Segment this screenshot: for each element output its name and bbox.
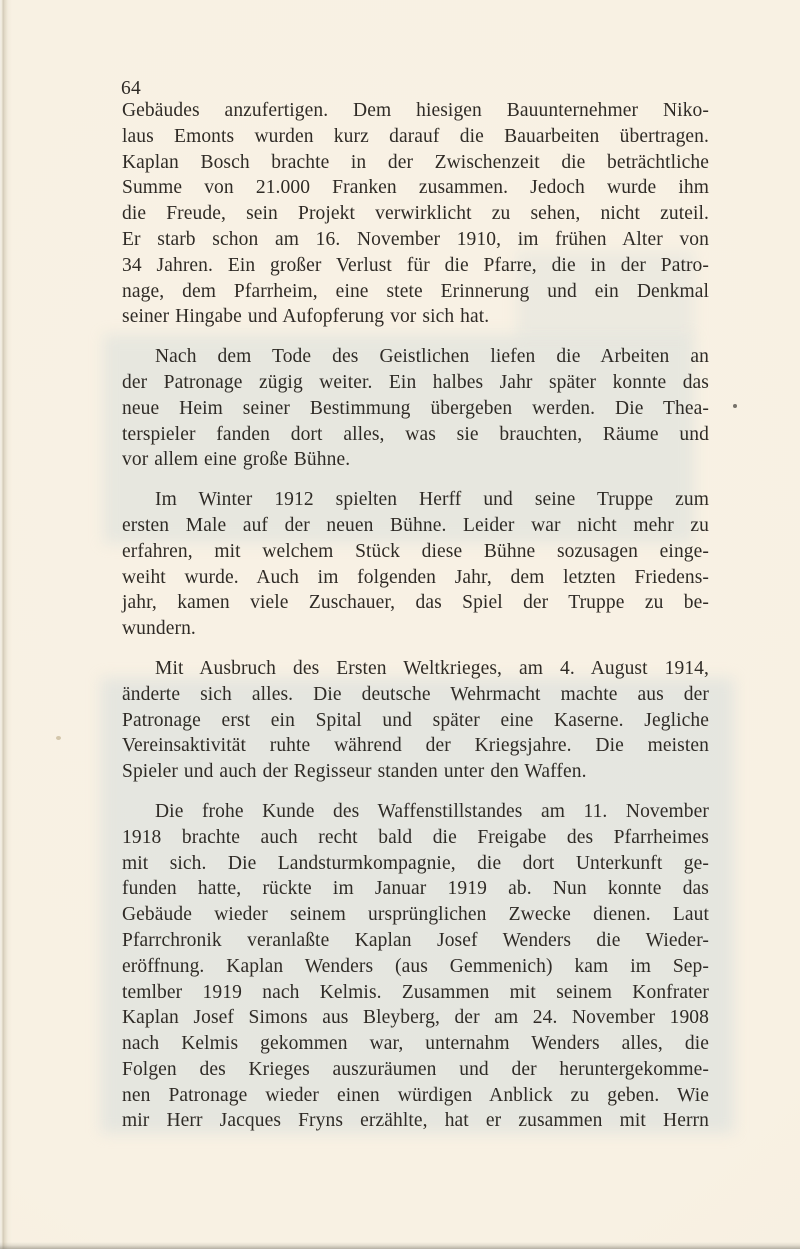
paragraph <box>122 344 709 473</box>
page-number: 64 <box>121 78 141 99</box>
text-line: Folgen des Krieges auszuräumen und der heruntergekomme- <box>122 1058 709 1080</box>
paragraph <box>122 98 709 330</box>
text-line: 34 Jahren. Ein großer Verlust für die Pfarre, die in der Patro- <box>122 254 709 276</box>
text-line: funden hatte, rückte im Januar 1919 ab. Nun konnte das <box>122 878 709 900</box>
text-line: nach Kelmis gekommen war, unternahm Wenders alles, die <box>122 1033 709 1055</box>
paper-speck <box>56 736 61 740</box>
text-line: der Patronage zügig weiter. Ein halbes Jahr später konnte das <box>122 371 709 393</box>
text-line: eröffnung. Kaplan Wenders (aus Gemmenich) kam im Sep- <box>122 955 709 977</box>
text-line: jahr, kamen viele Zuschauer, das Spiel der Truppe zu be- <box>122 592 709 614</box>
text-line: Vereinsaktivität ruhte während der Kriegsjahre. Die meisten <box>122 735 709 757</box>
text-line: nen Patronage wieder einen würdigen Anblick zu geben. Wie <box>122 1084 709 1106</box>
text-line: Pfarrchronik veranlaßte Kaplan Josef Wenders die Wieder- <box>122 929 709 951</box>
text-line: wundern. <box>122 618 196 640</box>
text-line: mit sich. Die Landsturmkompagnie, die dort Unterkunft ge- <box>122 852 709 874</box>
paragraph <box>122 799 709 1134</box>
text-line: Er starb schon am 16. November 1910, im frühen Alter von <box>122 228 709 250</box>
text-line: Nach dem Tode des Geistlichen liefen die Arbeiten an <box>155 346 709 368</box>
page-left-edge-shadow <box>0 0 12 1249</box>
paragraph <box>122 656 709 785</box>
text-line: änderte sich alles. Die deutsche Wehrmacht machte aus der <box>122 683 709 705</box>
text-line: die Freude, sein Projekt verwirklicht zu sehen, nicht zuteil. <box>122 203 709 225</box>
page-text-block <box>122 98 709 1134</box>
text-line: Im Winter 1912 spielten Herff und seine Truppe zum <box>155 489 709 511</box>
text-line: weiht wurde. Auch im folgenden Jahr, dem letzten Friedens- <box>122 566 709 588</box>
text-line: seiner Hingabe und Aufopferung vor sich hat. <box>122 306 490 328</box>
text-line: Kaplan Josef Simons aus Bleyberg, der am 24. November 1908 <box>122 1007 709 1029</box>
text-line: 1918 brachte auch recht bald die Freigabe des Pfarrheimes <box>122 826 709 848</box>
text-line: Spieler und auch der Regisseur standen unter den Waffen. <box>122 761 587 783</box>
text-line: temlber 1919 nach Kelmis. Zusammen mit seinem Konfrater <box>122 981 709 1003</box>
text-line: Gebäudes anzufertigen. Dem hiesigen Bauunternehmer Niko- <box>122 100 709 121</box>
text-line: vor allem eine große Bühne. <box>122 449 351 471</box>
text-line: erfahren, mit welchem Stück diese Bühne sozusagen einge- <box>122 540 709 562</box>
page-bottom-edge-shadow <box>0 1242 800 1249</box>
text-line: mir Herr Jacques Fryns erzählte, hat er zusammen mit Herrn <box>122 1110 709 1132</box>
text-line: Gebäude wieder seinem ursprünglichen Zwecke dienen. Laut <box>122 904 709 926</box>
ink-speck <box>733 404 737 408</box>
text-line: terspieler fanden dort alles, was sie brauchten, Räume und <box>122 423 709 445</box>
text-line: Mit Ausbruch des Ersten Weltkrieges, am 4. August 1914, <box>155 657 709 679</box>
text-line: Kaplan Bosch brachte in der Zwischenzeit die beträchtliche <box>122 151 709 173</box>
text-line: Summe von 21.000 Franken zusammen. Jedoch wurde ihm <box>122 177 709 199</box>
text-line: ersten Male auf der neuen Bühne. Leider war nicht mehr zu <box>122 514 709 536</box>
text-line: neue Heim seiner Bestimmung übergeben werden. Die Thea- <box>122 397 709 419</box>
text-line: Die frohe Kunde des Waffenstillstandes am 11. November <box>155 800 709 822</box>
text-line: Patronage erst ein Spital und später eine Kaserne. Jegliche <box>122 709 709 731</box>
paragraph <box>122 487 709 642</box>
text-line: nage, dem Pfarrheim, eine stete Erinnerung und ein Denkmal <box>122 280 709 302</box>
text-line: laus Emonts wurden kurz darauf die Bauarbeiten übertragen. <box>122 125 709 147</box>
